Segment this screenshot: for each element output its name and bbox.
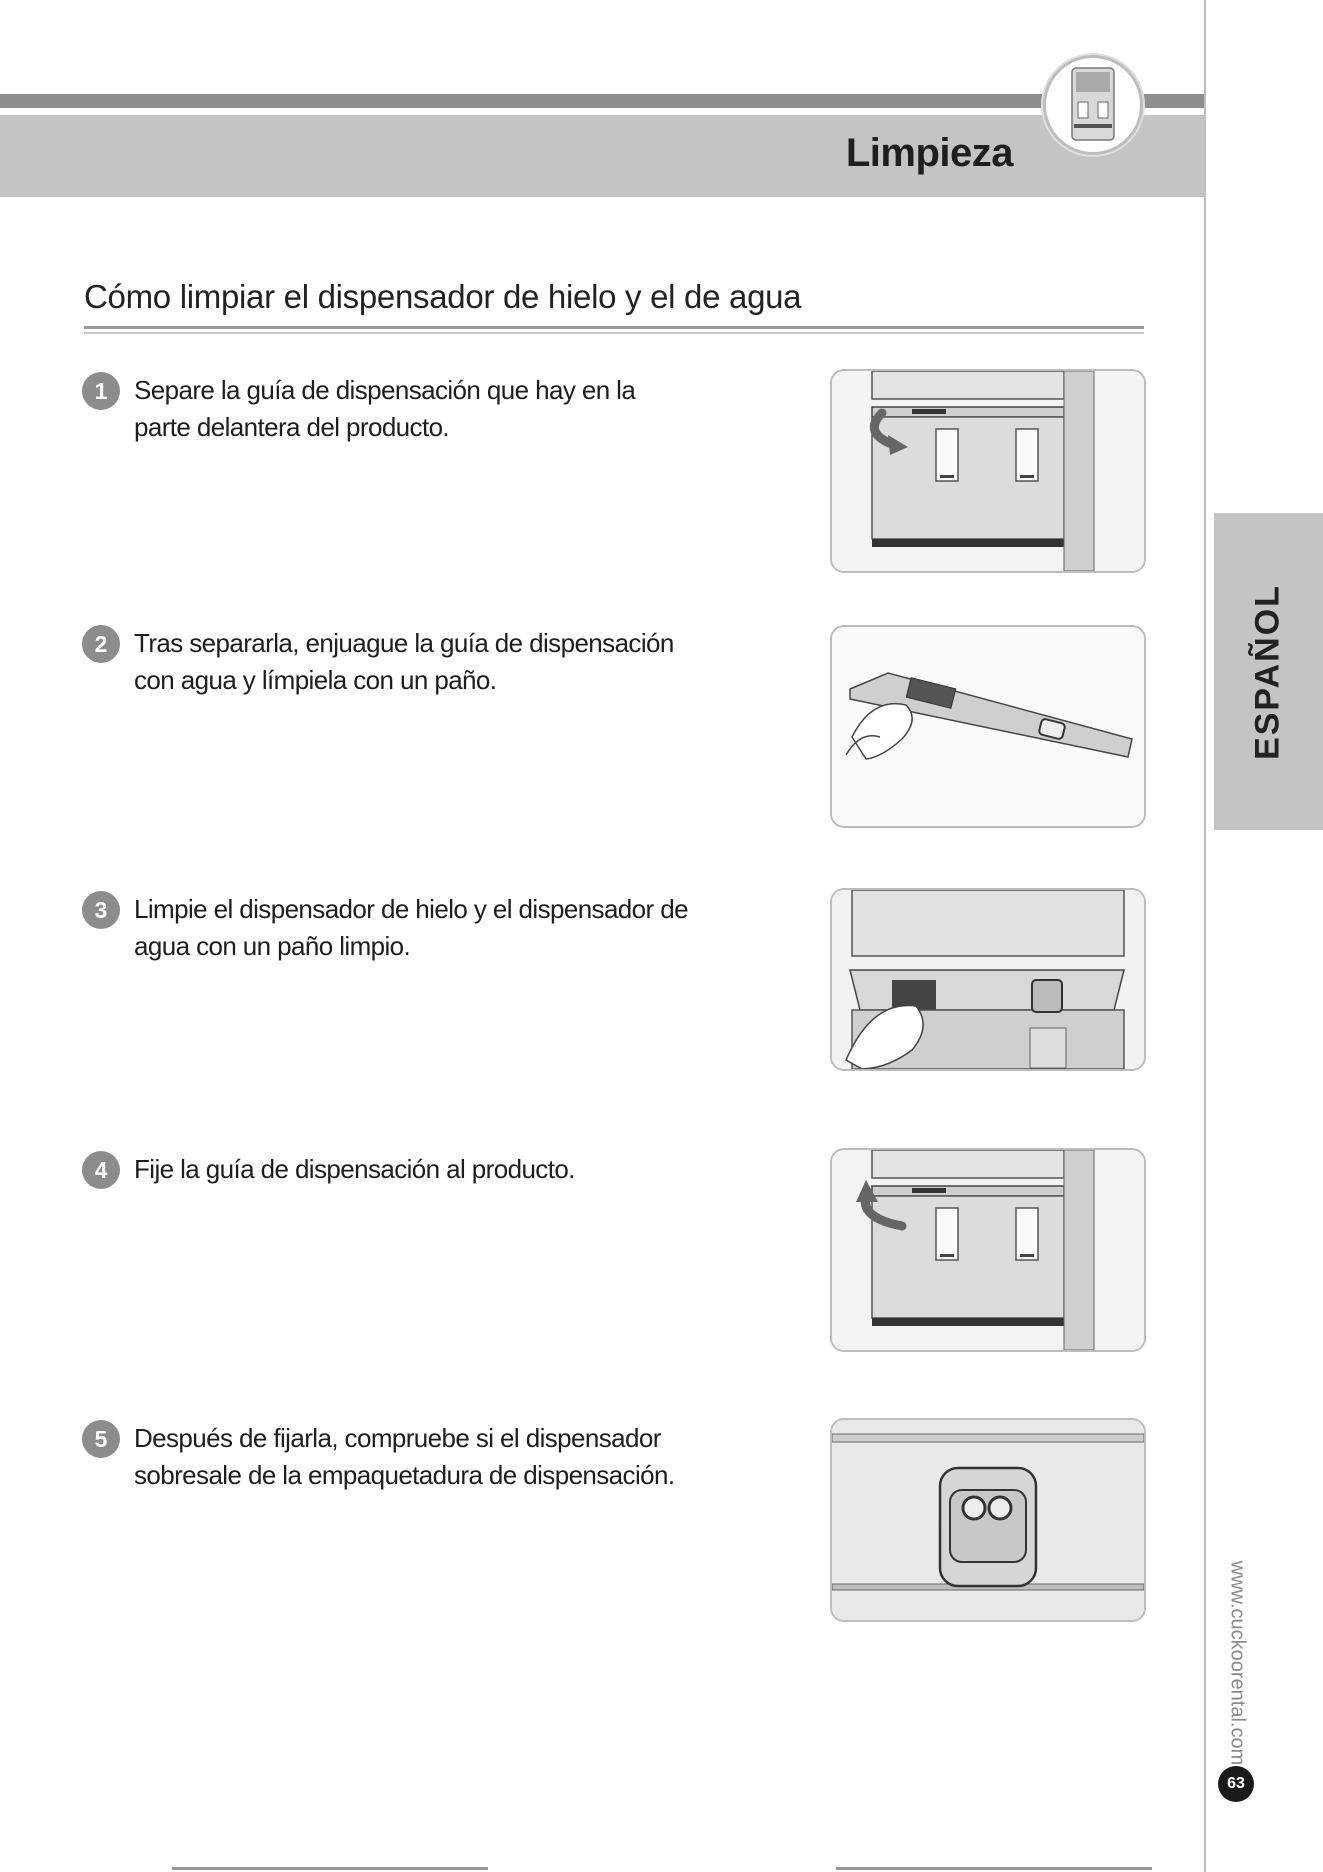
step-text: Limpie el dispensador de hielo y el dispensador de agua con un paño limpio. (134, 894, 688, 961)
step-text: Después de fijarla, compruebe si el dispensador sobresale de la empaquetadura de dispensación. (134, 1423, 675, 1490)
section-divider (84, 326, 1144, 329)
step-text: Fije la guía de dispensación al producto. (134, 1154, 575, 1184)
step-text: Separe la guía de dispensación que hay en la parte delantera del producto. (134, 375, 636, 442)
bottom-crop-mark (172, 1867, 488, 1870)
step-2-illustration (830, 625, 1146, 828)
step-1-illustration (830, 369, 1146, 573)
header-top-line (0, 94, 1205, 108)
right-margin-rule (1204, 0, 1206, 1872)
page-number: 63 (1218, 1766, 1254, 1802)
header-band (0, 115, 1205, 197)
language-label: ESPAÑOL (1248, 584, 1287, 760)
website-url: www.cuckoorental.com (1226, 1560, 1249, 1766)
step-4-illustration (830, 1148, 1146, 1352)
step-3-illustration (830, 888, 1146, 1071)
bottom-crop-mark (836, 1867, 1152, 1870)
step-number-badge: 3 (82, 891, 120, 929)
section-divider-secondary (84, 332, 1144, 334)
page-title: Limpieza (845, 131, 1013, 175)
section-title: Cómo limpiar el dispensador de hielo y el de agua (84, 278, 802, 315)
product-thumbnail (1043, 55, 1143, 155)
step-number-badge: 5 (82, 1420, 120, 1458)
step-number-badge: 4 (82, 1151, 120, 1189)
step-number-badge: 2 (82, 625, 120, 663)
step-text: Tras separarla, enjuague la guía de dispensación con agua y límpiela con un paño. (134, 628, 674, 695)
step-number-badge: 1 (82, 372, 120, 410)
step-5-illustration (830, 1418, 1146, 1622)
